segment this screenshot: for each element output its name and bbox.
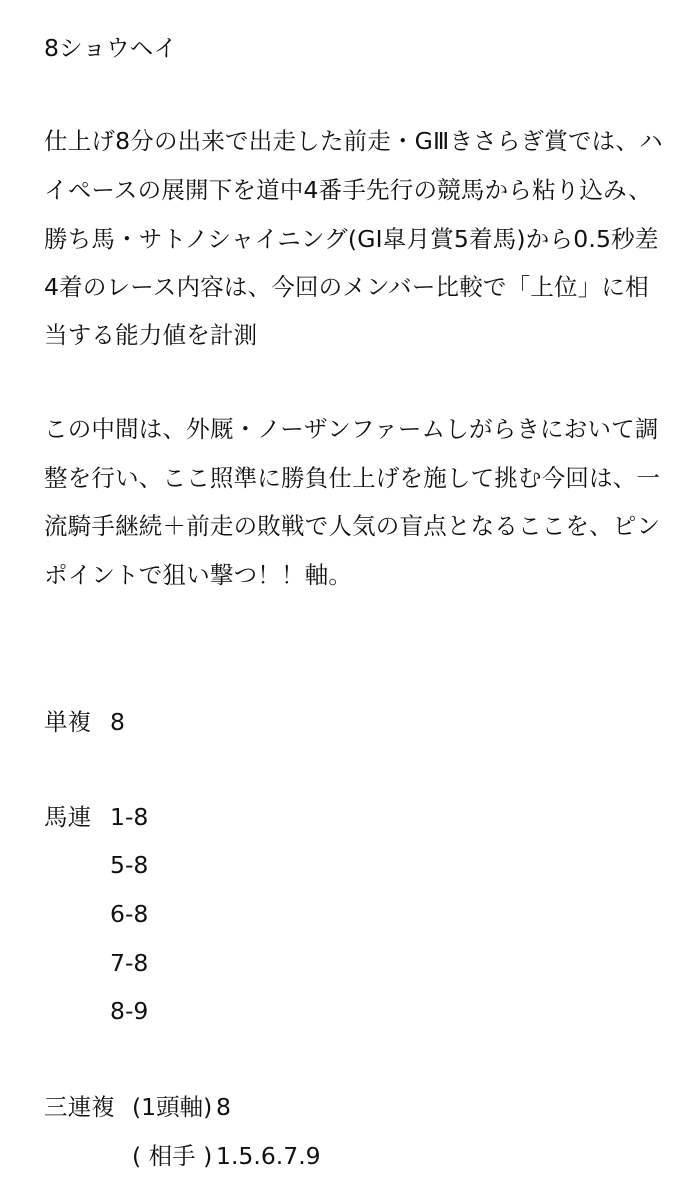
bet-combo: 7-8 bbox=[110, 949, 149, 977]
text-line: 当する能力値を計測 bbox=[44, 321, 258, 349]
axis-label: (1頭軸) bbox=[132, 1093, 213, 1121]
bet-combo: 5-8 bbox=[110, 851, 149, 879]
bet-value: 8 bbox=[110, 708, 125, 736]
text-line: ポイントで狙い撃つ！！軸。 bbox=[44, 561, 353, 589]
horse-title: 8ショウヘイ bbox=[44, 34, 178, 62]
text-line: 整を行い、ここ照準に勝負仕上げを施して挑む今回は、一 bbox=[44, 464, 661, 492]
bet-label: 単複 bbox=[44, 708, 92, 736]
text-line: イペースの展開下を道中4番手先行の競馬から粘り込み、 bbox=[44, 176, 652, 204]
text-line: 仕上げ8分の出来で出走した前走・GⅢきさらぎ賞では、ハ bbox=[44, 127, 663, 155]
bet-label: 三連複 bbox=[44, 1093, 116, 1121]
text-line: 勝ち馬・サトノシャイニング(GⅠ皐月賞5着馬)から0.5秒差 bbox=[44, 225, 659, 253]
text-line: 4着のレース内容は、今回のメンバー比較で「上位」に相 bbox=[44, 273, 649, 301]
bet-combo: 6-8 bbox=[110, 900, 149, 928]
bet-label: 馬連 bbox=[44, 803, 92, 831]
bet-combo: 8-9 bbox=[110, 997, 149, 1025]
bet-combo: 1-8 bbox=[110, 803, 149, 831]
axis-value: 8 bbox=[216, 1093, 231, 1121]
text-line: この中間は、外厩・ノーザンファームしがらきにおいて調 bbox=[44, 415, 659, 443]
text-line: 流騎手継続＋前走の敗戦で人気の盲点となるここを、ピン bbox=[44, 512, 661, 540]
partner-value: 1.5.6.7.9 bbox=[216, 1142, 321, 1170]
partner-label: ( 相手 ) bbox=[132, 1142, 213, 1170]
